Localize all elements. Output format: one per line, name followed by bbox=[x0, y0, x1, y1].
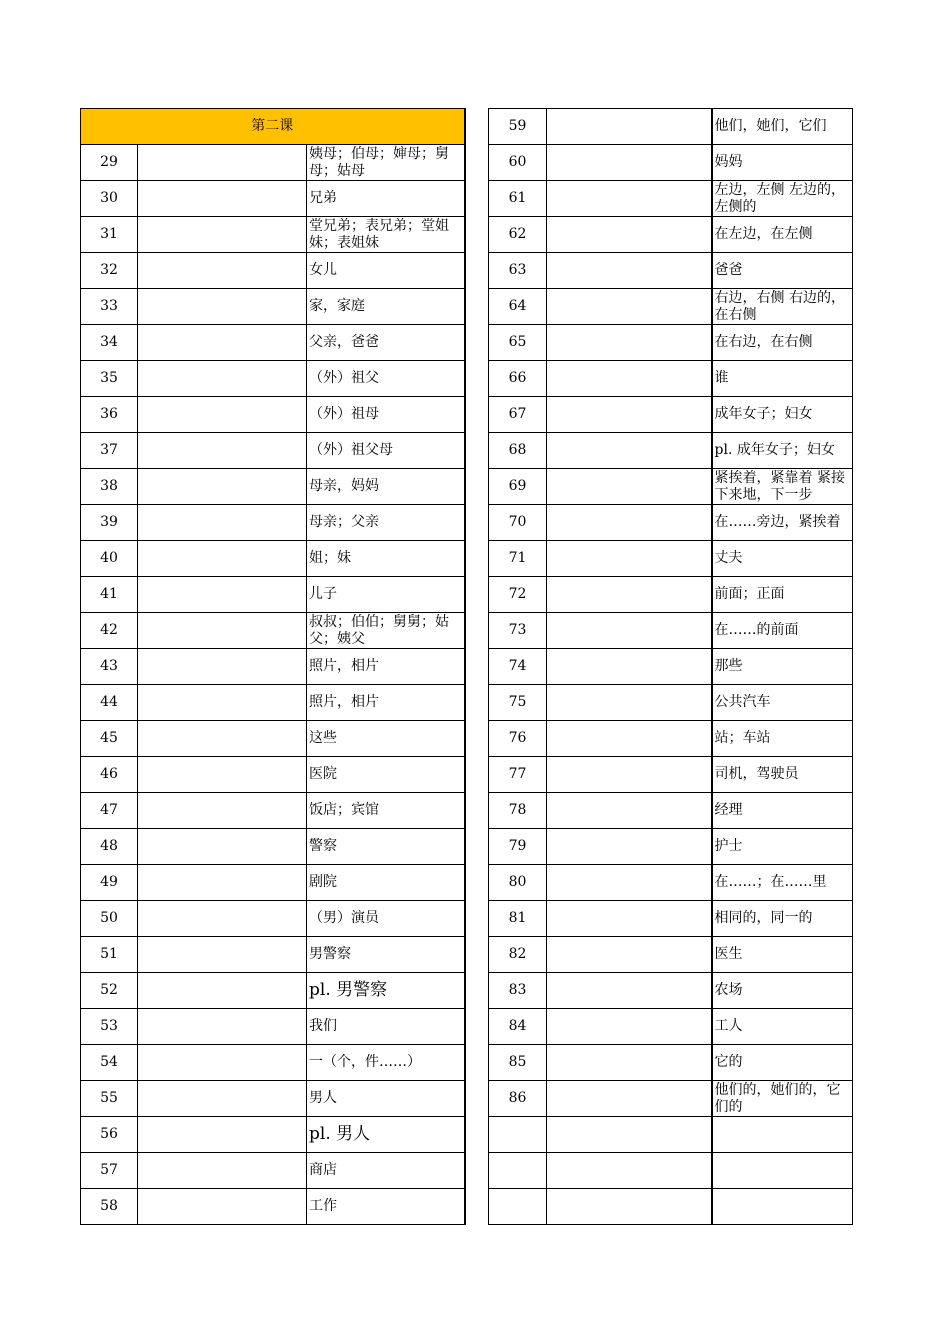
left-blank-cell bbox=[138, 1153, 307, 1189]
left-blank-cell bbox=[138, 649, 307, 685]
right-meaning-cell: 紧挨着，紧靠着 紧接下来地，下一步 bbox=[712, 469, 853, 505]
left-meaning-cell: 医院 bbox=[307, 757, 465, 793]
spacer-cell bbox=[465, 721, 489, 757]
spacer-cell bbox=[465, 469, 489, 505]
spacer-cell bbox=[465, 325, 489, 361]
left-number-cell: 29 bbox=[81, 145, 138, 181]
left-meaning-cell: 照片，相片 bbox=[307, 685, 465, 721]
left-meaning-cell: pl. 男警察 bbox=[307, 973, 465, 1009]
left-blank-cell bbox=[138, 505, 307, 541]
right-blank-cell bbox=[547, 865, 712, 901]
spacer-cell bbox=[465, 1045, 489, 1081]
right-number-cell: 65 bbox=[489, 325, 547, 361]
left-blank-cell bbox=[138, 325, 307, 361]
right-blank-cell bbox=[547, 1153, 712, 1189]
spacer-cell bbox=[465, 865, 489, 901]
right-meaning-cell: 右边，右侧 右边的，在右侧 bbox=[712, 289, 853, 325]
right-meaning-cell: 在左边，在左侧 bbox=[712, 217, 853, 253]
right-blank-cell bbox=[547, 577, 712, 613]
right-blank-cell bbox=[547, 901, 712, 937]
left-meaning-cell: 堂兄弟；表兄弟；堂姐妹；表姐妹 bbox=[307, 217, 465, 253]
left-number-cell: 50 bbox=[81, 901, 138, 937]
table-row bbox=[81, 757, 853, 793]
left-number-cell: 33 bbox=[81, 289, 138, 325]
spacer-cell bbox=[465, 901, 489, 937]
right-number-cell: 64 bbox=[489, 289, 547, 325]
left-number-cell: 45 bbox=[81, 721, 138, 757]
left-meaning-cell: 男人 bbox=[307, 1081, 465, 1117]
right-number-cell: 71 bbox=[489, 541, 547, 577]
right-number-cell: 61 bbox=[489, 181, 547, 217]
right-number-cell: 67 bbox=[489, 397, 547, 433]
left-number-cell: 58 bbox=[81, 1189, 138, 1225]
right-blank-cell bbox=[547, 793, 712, 829]
right-meaning-cell: 成年女子；妇女 bbox=[712, 397, 853, 433]
table-row bbox=[81, 685, 853, 721]
spacer-cell bbox=[465, 181, 489, 217]
spacer-cell bbox=[465, 1117, 489, 1153]
spacer-cell bbox=[465, 217, 489, 253]
right-blank-cell bbox=[547, 469, 712, 505]
right-number-cell: 80 bbox=[489, 865, 547, 901]
left-number-cell: 32 bbox=[81, 253, 138, 289]
right-number-cell: 74 bbox=[489, 649, 547, 685]
spacer-cell bbox=[465, 505, 489, 541]
spacer-cell bbox=[465, 937, 489, 973]
left-meaning-cell: 饭店；宾馆 bbox=[307, 793, 465, 829]
left-meaning-cell: 照片，相片 bbox=[307, 649, 465, 685]
left-number-cell: 37 bbox=[81, 433, 138, 469]
spacer-cell bbox=[465, 757, 489, 793]
table-row bbox=[81, 901, 853, 937]
left-blank-cell bbox=[138, 469, 307, 505]
right-number-cell: 72 bbox=[489, 577, 547, 613]
table-row bbox=[81, 361, 853, 397]
left-blank-cell bbox=[138, 937, 307, 973]
left-number-cell: 34 bbox=[81, 325, 138, 361]
right-meaning-cell: 医生 bbox=[712, 937, 853, 973]
right-blank-cell bbox=[547, 1045, 712, 1081]
left-blank-cell bbox=[138, 1189, 307, 1225]
left-number-cell: 49 bbox=[81, 865, 138, 901]
right-number-cell: 86 bbox=[489, 1081, 547, 1117]
right-meaning-cell: 谁 bbox=[712, 361, 853, 397]
right-blank-cell bbox=[547, 433, 712, 469]
left-blank-cell bbox=[138, 757, 307, 793]
right-blank-cell bbox=[547, 289, 712, 325]
left-meaning-cell: 母亲，妈妈 bbox=[307, 469, 465, 505]
right-number-cell: 81 bbox=[489, 901, 547, 937]
right-number-cell: 76 bbox=[489, 721, 547, 757]
spacer-cell bbox=[465, 1009, 489, 1045]
right-meaning-cell: 妈妈 bbox=[712, 145, 853, 181]
left-blank-cell bbox=[138, 613, 307, 649]
spacer-cell bbox=[465, 361, 489, 397]
left-blank-cell bbox=[138, 145, 307, 181]
left-number-cell: 53 bbox=[81, 1009, 138, 1045]
table-row bbox=[81, 937, 853, 973]
table-row bbox=[81, 397, 853, 433]
right-number-cell: 70 bbox=[489, 505, 547, 541]
table-row bbox=[81, 1081, 853, 1117]
left-number-cell: 38 bbox=[81, 469, 138, 505]
spacer-cell bbox=[465, 289, 489, 325]
right-meaning-cell: 它的 bbox=[712, 1045, 853, 1081]
table-row bbox=[81, 1117, 853, 1153]
right-blank-cell bbox=[547, 649, 712, 685]
table-row bbox=[81, 253, 853, 289]
right-meaning-cell: 在右边，在右侧 bbox=[712, 325, 853, 361]
left-number-cell: 36 bbox=[81, 397, 138, 433]
right-blank-cell bbox=[547, 217, 712, 253]
right-blank-cell bbox=[547, 757, 712, 793]
left-number-cell: 54 bbox=[81, 1045, 138, 1081]
left-blank-cell bbox=[138, 541, 307, 577]
left-meaning-cell: 工作 bbox=[307, 1189, 465, 1225]
left-meaning-cell: 儿子 bbox=[307, 577, 465, 613]
table-row bbox=[81, 217, 853, 253]
left-number-cell: 39 bbox=[81, 505, 138, 541]
right-meaning-cell: 在……；在……里 bbox=[712, 865, 853, 901]
left-blank-cell bbox=[138, 433, 307, 469]
left-meaning-cell: 姐；妹 bbox=[307, 541, 465, 577]
left-meaning-cell: 商店 bbox=[307, 1153, 465, 1189]
right-blank-cell bbox=[547, 1009, 712, 1045]
left-meaning-cell: 男警察 bbox=[307, 937, 465, 973]
right-number-cell: 85 bbox=[489, 1045, 547, 1081]
left-number-cell: 31 bbox=[81, 217, 138, 253]
left-blank-cell bbox=[138, 865, 307, 901]
right-number-cell bbox=[489, 1189, 547, 1225]
right-blank-cell bbox=[547, 1189, 712, 1225]
right-blank-cell bbox=[547, 109, 712, 145]
table-row bbox=[81, 613, 853, 649]
table-row bbox=[81, 865, 853, 901]
left-number-cell: 35 bbox=[81, 361, 138, 397]
left-blank-cell bbox=[138, 685, 307, 721]
left-meaning-cell: 家，家庭 bbox=[307, 289, 465, 325]
left-meaning-cell: 姨母；伯母；婶母；舅母；姑母 bbox=[307, 145, 465, 181]
table-row bbox=[81, 721, 853, 757]
left-blank-cell bbox=[138, 1081, 307, 1117]
spacer-cell bbox=[465, 793, 489, 829]
left-number-cell: 41 bbox=[81, 577, 138, 613]
left-meaning-cell: 兄弟 bbox=[307, 181, 465, 217]
spacer-cell bbox=[465, 109, 489, 145]
right-number-cell: 79 bbox=[489, 829, 547, 865]
left-number-cell: 57 bbox=[81, 1153, 138, 1189]
right-blank-cell bbox=[547, 721, 712, 757]
table-row bbox=[81, 289, 853, 325]
right-number-cell: 62 bbox=[489, 217, 547, 253]
left-blank-cell bbox=[138, 253, 307, 289]
right-number-cell: 77 bbox=[489, 757, 547, 793]
right-blank-cell bbox=[547, 613, 712, 649]
right-number-cell: 69 bbox=[489, 469, 547, 505]
right-meaning-cell: 他们，她们，它们 bbox=[712, 109, 853, 145]
left-blank-cell bbox=[138, 217, 307, 253]
table-row bbox=[81, 1045, 853, 1081]
right-meaning-cell: 相同的，同一的 bbox=[712, 901, 853, 937]
spacer-cell bbox=[465, 397, 489, 433]
table-row bbox=[81, 325, 853, 361]
vocabulary-table bbox=[80, 108, 853, 1225]
spacer-cell bbox=[465, 145, 489, 181]
left-meaning-cell: 叔叔；伯伯；舅舅；姑父；姨父 bbox=[307, 613, 465, 649]
right-blank-cell bbox=[547, 325, 712, 361]
table-row bbox=[81, 505, 853, 541]
spacer-cell bbox=[465, 685, 489, 721]
right-meaning-cell: 司机，驾驶员 bbox=[712, 757, 853, 793]
right-meaning-cell: 丈夫 bbox=[712, 541, 853, 577]
table-row bbox=[81, 649, 853, 685]
right-blank-cell bbox=[547, 829, 712, 865]
left-meaning-cell: （外）祖父 bbox=[307, 361, 465, 397]
left-number-cell: 44 bbox=[81, 685, 138, 721]
right-meaning-cell: 工人 bbox=[712, 1009, 853, 1045]
right-number-cell: 60 bbox=[489, 145, 547, 181]
right-blank-cell bbox=[547, 505, 712, 541]
right-meaning-cell: 爸爸 bbox=[712, 253, 853, 289]
right-meaning-cell: 农场 bbox=[712, 973, 853, 1009]
right-number-cell: 59 bbox=[489, 109, 547, 145]
table-row bbox=[81, 433, 853, 469]
table-row bbox=[81, 1153, 853, 1189]
right-meaning-cell: 左边，左侧 左边的，左侧的 bbox=[712, 181, 853, 217]
left-number-cell: 55 bbox=[81, 1081, 138, 1117]
lesson-title-cell: 第二课 bbox=[81, 109, 465, 145]
spacer-cell bbox=[465, 541, 489, 577]
right-blank-cell bbox=[547, 1081, 712, 1117]
left-number-cell: 56 bbox=[81, 1117, 138, 1153]
left-blank-cell bbox=[138, 973, 307, 1009]
right-blank-cell bbox=[547, 361, 712, 397]
table-row bbox=[81, 793, 853, 829]
right-meaning-cell: 在……的前面 bbox=[712, 613, 853, 649]
left-meaning-cell: （外）祖父母 bbox=[307, 433, 465, 469]
right-number-cell: 78 bbox=[489, 793, 547, 829]
right-number-cell: 68 bbox=[489, 433, 547, 469]
right-blank-cell bbox=[547, 397, 712, 433]
table-row bbox=[81, 469, 853, 505]
right-number-cell: 73 bbox=[489, 613, 547, 649]
right-blank-cell bbox=[547, 937, 712, 973]
left-blank-cell bbox=[138, 1117, 307, 1153]
right-blank-cell bbox=[547, 145, 712, 181]
table-row bbox=[81, 1189, 853, 1225]
spacer-cell bbox=[465, 613, 489, 649]
left-blank-cell bbox=[138, 577, 307, 613]
left-number-cell: 52 bbox=[81, 973, 138, 1009]
left-number-cell: 43 bbox=[81, 649, 138, 685]
left-meaning-cell: pl. 男人 bbox=[307, 1117, 465, 1153]
right-blank-cell bbox=[547, 973, 712, 1009]
right-meaning-cell: 站；车站 bbox=[712, 721, 853, 757]
left-blank-cell bbox=[138, 361, 307, 397]
spacer-cell bbox=[465, 433, 489, 469]
table-row bbox=[81, 973, 853, 1009]
left-number-cell: 42 bbox=[81, 613, 138, 649]
spacer-cell bbox=[465, 1189, 489, 1225]
table-row bbox=[81, 577, 853, 613]
left-blank-cell bbox=[138, 289, 307, 325]
right-blank-cell bbox=[547, 541, 712, 577]
right-number-cell bbox=[489, 1153, 547, 1189]
right-number-cell bbox=[489, 1117, 547, 1153]
right-meaning-cell: 前面；正面 bbox=[712, 577, 853, 613]
left-meaning-cell: 警察 bbox=[307, 829, 465, 865]
right-meaning-cell: 在……旁边，紧挨着 bbox=[712, 505, 853, 541]
right-number-cell: 63 bbox=[489, 253, 547, 289]
table-row bbox=[81, 1009, 853, 1045]
right-meaning-cell: 他们的，她们的，它们的 bbox=[712, 1081, 853, 1117]
left-meaning-cell: 父亲，爸爸 bbox=[307, 325, 465, 361]
left-blank-cell bbox=[138, 1045, 307, 1081]
right-meaning-cell: pl. 成年女子；妇女 bbox=[712, 433, 853, 469]
left-meaning-cell: 一（个，件……） bbox=[307, 1045, 465, 1081]
left-number-cell: 30 bbox=[81, 181, 138, 217]
table-row bbox=[81, 541, 853, 577]
right-number-cell: 66 bbox=[489, 361, 547, 397]
left-meaning-cell: 剧院 bbox=[307, 865, 465, 901]
left-meaning-cell: 这些 bbox=[307, 721, 465, 757]
right-number-cell: 75 bbox=[489, 685, 547, 721]
left-meaning-cell: 我们 bbox=[307, 1009, 465, 1045]
table-row bbox=[81, 145, 853, 181]
left-meaning-cell: 母亲；父亲 bbox=[307, 505, 465, 541]
right-meaning-cell: 公共汽车 bbox=[712, 685, 853, 721]
left-blank-cell bbox=[138, 397, 307, 433]
left-number-cell: 47 bbox=[81, 793, 138, 829]
right-number-cell: 82 bbox=[489, 937, 547, 973]
right-meaning-cell bbox=[712, 1117, 853, 1153]
right-meaning-cell bbox=[712, 1189, 853, 1225]
right-blank-cell bbox=[547, 181, 712, 217]
left-number-cell: 40 bbox=[81, 541, 138, 577]
left-meaning-cell: （男）演员 bbox=[307, 901, 465, 937]
spacer-cell bbox=[465, 253, 489, 289]
left-number-cell: 51 bbox=[81, 937, 138, 973]
left-blank-cell bbox=[138, 181, 307, 217]
spacer-cell bbox=[465, 649, 489, 685]
left-number-cell: 48 bbox=[81, 829, 138, 865]
left-blank-cell bbox=[138, 793, 307, 829]
left-blank-cell bbox=[138, 829, 307, 865]
right-meaning-cell bbox=[712, 1153, 853, 1189]
spacer-cell bbox=[465, 1153, 489, 1189]
right-meaning-cell: 那些 bbox=[712, 649, 853, 685]
spacer-cell bbox=[465, 829, 489, 865]
left-blank-cell bbox=[138, 721, 307, 757]
left-blank-cell bbox=[138, 901, 307, 937]
right-blank-cell bbox=[547, 253, 712, 289]
table-row bbox=[81, 109, 853, 145]
left-meaning-cell: 女儿 bbox=[307, 253, 465, 289]
table-row bbox=[81, 829, 853, 865]
table-row bbox=[81, 181, 853, 217]
spacer-cell bbox=[465, 1081, 489, 1117]
left-meaning-cell: （外）祖母 bbox=[307, 397, 465, 433]
left-number-cell: 46 bbox=[81, 757, 138, 793]
right-blank-cell bbox=[547, 1117, 712, 1153]
right-meaning-cell: 护士 bbox=[712, 829, 853, 865]
right-number-cell: 84 bbox=[489, 1009, 547, 1045]
spacer-cell bbox=[465, 577, 489, 613]
right-meaning-cell: 经理 bbox=[712, 793, 853, 829]
left-blank-cell bbox=[138, 1009, 307, 1045]
spacer-cell bbox=[465, 973, 489, 1009]
right-blank-cell bbox=[547, 685, 712, 721]
right-number-cell: 83 bbox=[489, 973, 547, 1009]
